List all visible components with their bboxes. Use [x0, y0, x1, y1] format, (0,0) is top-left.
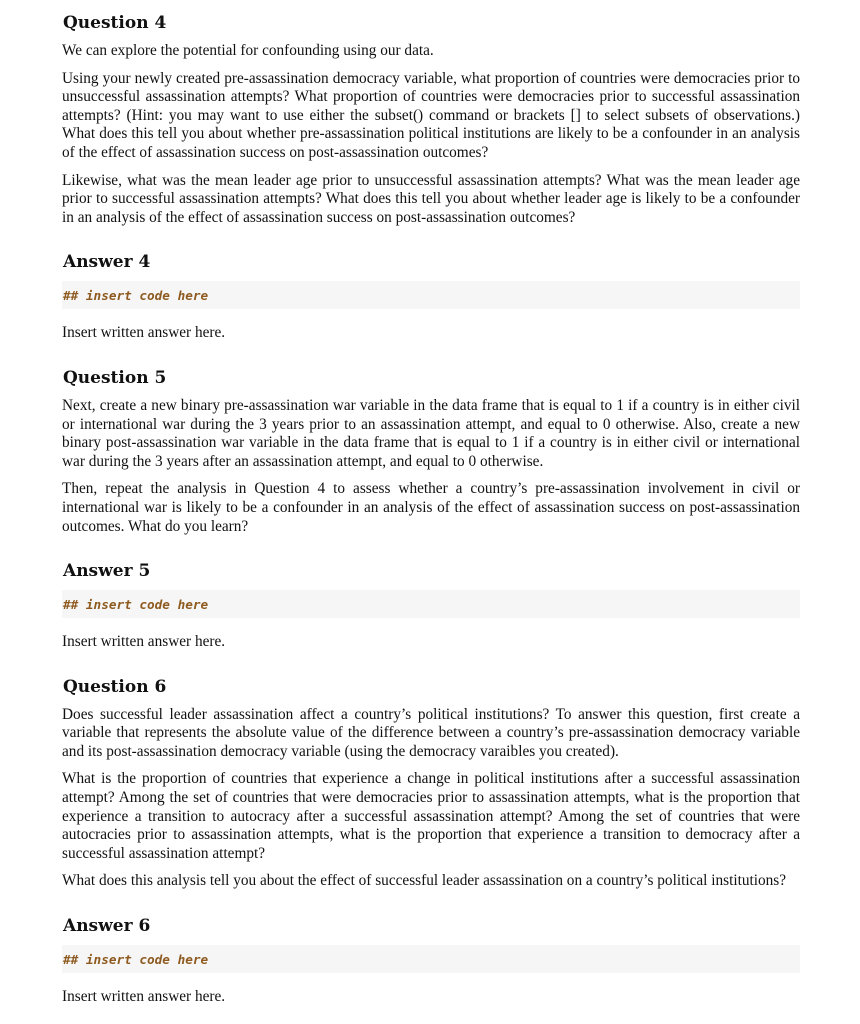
- question-4-paragraph-1: We can explore the potential for confounding using our data.: [62, 42, 434, 59]
- answer-6-text[interactable]: Insert written answer here.: [62, 988, 226, 1006]
- answer-4-text[interactable]: Insert written answer here.: [62, 324, 226, 342]
- question-4-paragraph-3: Likewise, what was the mean leader age prior to unsuccessful assassination attempts? What was the mean leader age prior to successful assassination attempts? What does this tell you about whether leader age is likely to be a confounder in an analysis of the effect of assassination success on post-assassination outcomes?: [62, 171, 800, 226]
- question-6-paragraph-2: What is the proportion of countries that experience a change in political institutions after a successful assassination attempt? Among the set of countries that were democracies prior to assassination attempts, what is the proportion that experience a transition to autocracy after a successful assassination attempt? Among the set of countries that were autocracies prior to assassination attempts, what is the proportion that experience a transition to democracy after a successful assassination attempt?: [62, 770, 800, 862]
- answer-4-heading: Answer 4: [63, 252, 151, 273]
- question-6-heading: Question 6: [63, 676, 167, 697]
- question-5-heading: Question 5: [63, 367, 167, 388]
- answer-6-code-comment: ## insert code here: [63, 951, 209, 967]
- answer-5-text[interactable]: Insert written answer here.: [62, 633, 226, 651]
- notebook-page: [62, 12, 800, 1007]
- question-4-paragraph-2: Using your newly created pre-assassination democracy variable, what proportion of countries were democracies prior to unsuccessful assassination attempts? What proportion of countries were democracies prior to successful assassination attempts? (Hint: you may want to use either the subset() command or brackets [] to select subsets of observations.) What does this tell you about whether pre-assassination political institutions are likely to be a confounder in an analysis of the effect of assassination success on post-assassination outcomes?: [62, 69, 800, 161]
- answer-4-code-cell[interactable]: [62, 281, 800, 309]
- question-4-heading: Question 4: [63, 13, 167, 33]
- answer-6-code-cell[interactable]: [62, 945, 800, 973]
- question-5-paragraph-2: Then, repeat the analysis in Question 4 to assess whether a country’s pre-assassination involvement in civil or international war is likely to be a confounder in an analysis of the effect of assassination success on post-assassination outcomes. What do you learn?: [62, 480, 800, 535]
- answer-5-code-cell[interactable]: [62, 590, 800, 618]
- question-6-paragraph-1: Does successful leader assassination affect a country’s political institutions? To answer this question, first create a variable that represents the absolute value of the difference between a country’s pre-assassination democracy variable and its post-assassination democracy variable (using the democracy varaibles you created).: [62, 705, 800, 760]
- answer-6-heading: Answer 6: [63, 916, 151, 937]
- question-5-paragraph-1: Next, create a new binary pre-assassination war variable in the data frame that is equal to 1 if a country is in either civil or international war during the 3 years prior to an assassination attempt, and equal to 0 otherwise. Also, create a new binary post-assassination war variable in the data frame that is equal to 1 if a country is in either civil or international war during the 3 years after an assassination attempt, and equal to 0 otherwise.: [62, 396, 800, 470]
- answer-4-code-comment: ## insert code here: [63, 287, 209, 303]
- question-6-paragraph-3: What does this analysis tell you about the effect of successful leader assassination on a country’s political institutions?: [62, 872, 787, 890]
- answer-5-heading: Answer 5: [63, 561, 151, 582]
- answer-5-code-comment: ## insert code here: [63, 596, 209, 612]
